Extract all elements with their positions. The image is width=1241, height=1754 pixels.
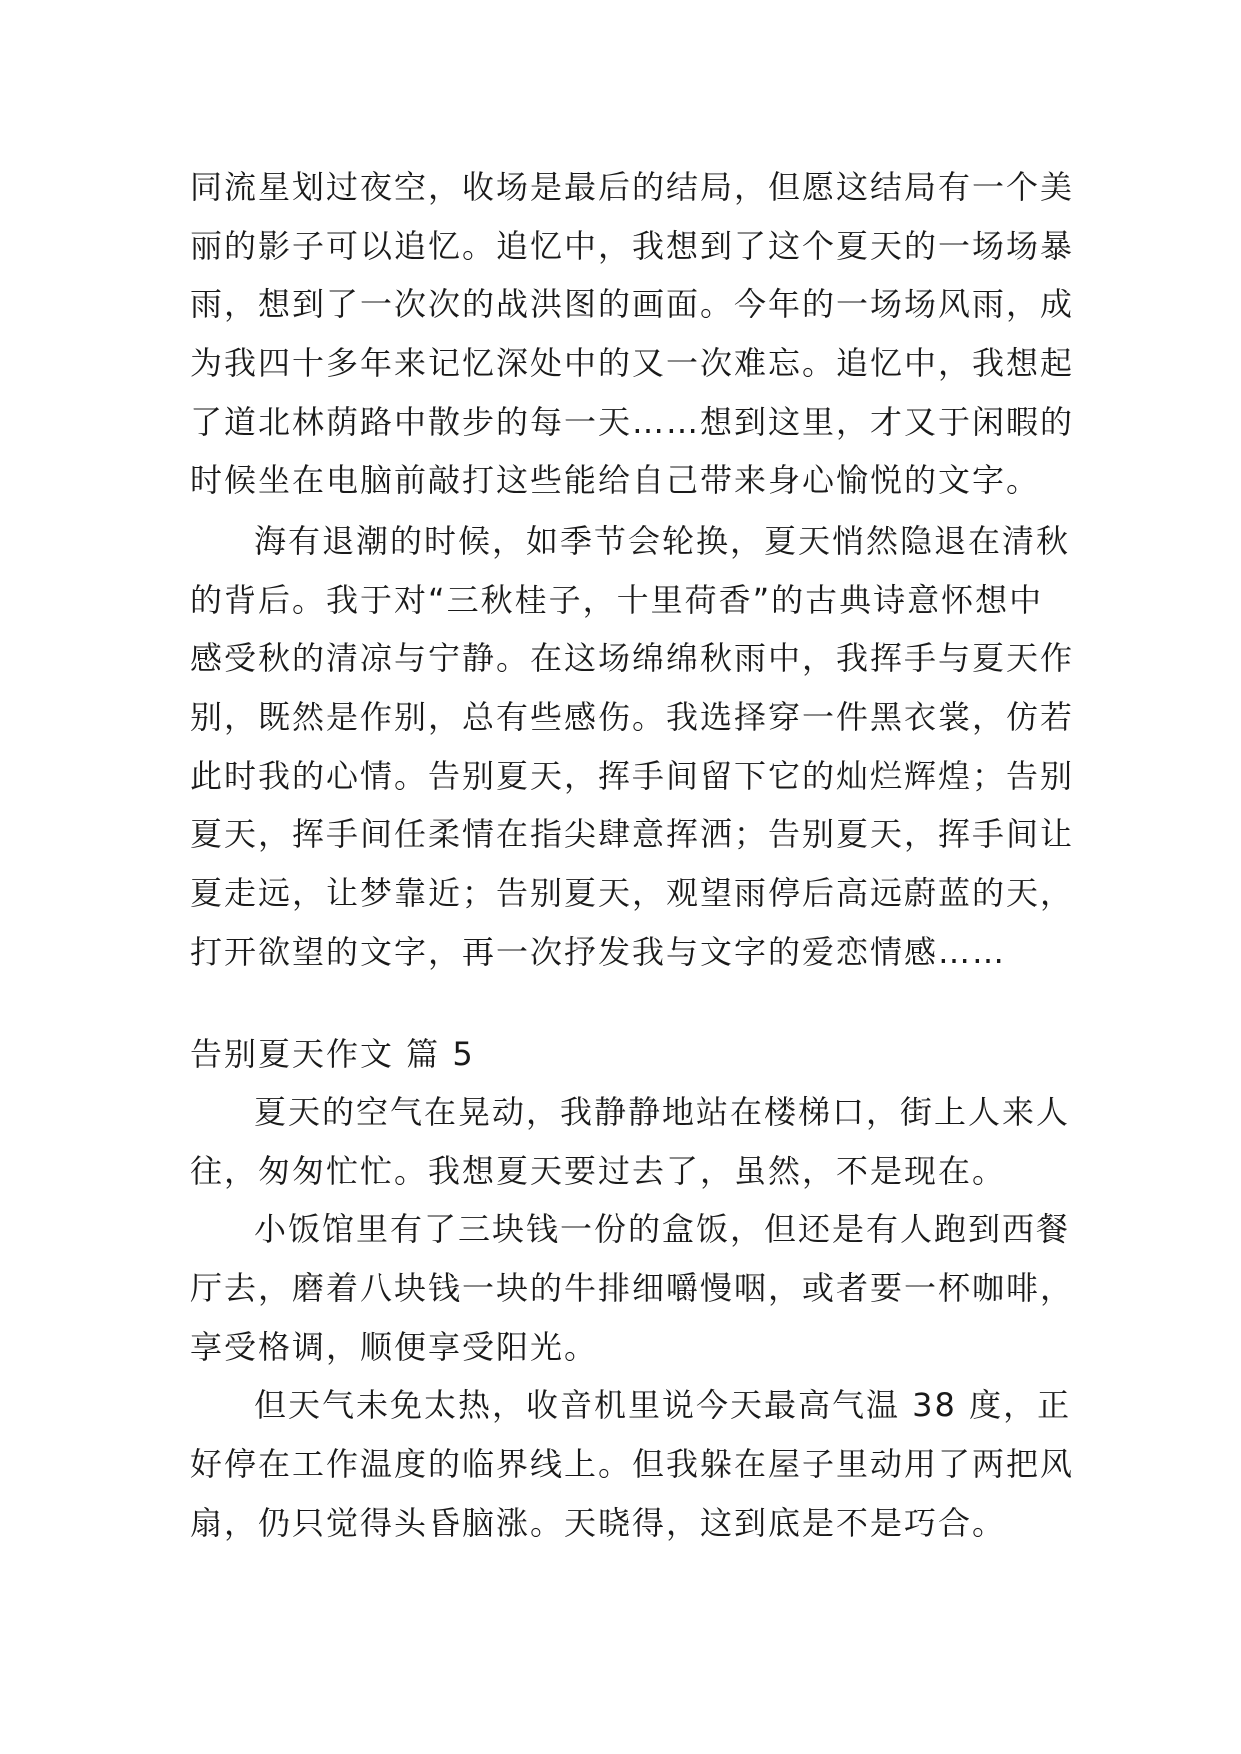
paragraph-line: 厅去，磨着八块钱一块的牛排细嚼慢咽，或者要一杯咖啡， xyxy=(190,1269,1075,1308)
paragraph-line: 小饭馆里有了三块钱一份的盒饭，但还是有人跑到西餐 xyxy=(254,1210,1071,1249)
paragraph-line: 同流星划过夜空，收场是最后的结局，但愿这结局有一个美 xyxy=(190,168,1075,206)
paragraph-line: 丽的影子可以追忆。追忆中，我想到了这个夏天的一场场暴 xyxy=(190,226,1075,265)
paragraph-farewell xyxy=(190,512,1075,982)
paragraph-line: 别，既然是作别，总有些感伤。我选择穿一件黑衣裳，仿若 xyxy=(190,698,1075,737)
paragraph-line: 感受秋的清凉与宁静。在这场绵绵秋雨中，我挥手与夏天作 xyxy=(190,639,1075,678)
paragraph-line: 雨，想到了一次次的战洪图的画面。今年的一场场风雨，成 xyxy=(190,285,1075,324)
paragraph-line: 此时我的心情。告别夏天，挥手间留下它的灿烂辉煌；告别 xyxy=(190,756,1075,795)
paragraph-line: 了道北林荫路中散步的每一天……想到这里，才又于闲暇的 xyxy=(190,402,1075,441)
section-heading: 告别夏天作文 篇 5 xyxy=(190,1035,475,1073)
paragraph-line: 时候坐在电脑前敲打这些能给自己带来身心愉悦的文字。 xyxy=(190,461,1041,500)
paragraph-line: 海有退潮的时候，如季节会轮换，夏天悄然隐退在清秋 xyxy=(254,522,1071,560)
paragraph-line: 夏天的空气在晃动，我静静地站在楼梯口，街上人来人 xyxy=(254,1093,1071,1131)
paragraph-line: 享受格调，顺便享受阳光。 xyxy=(190,1327,599,1366)
section-body xyxy=(190,1083,1075,1553)
paragraph-line: 夏天，挥手间任柔情在指尖肆意挥洒；告别夏天，挥手间让 xyxy=(190,815,1075,854)
paragraph-line: 扇，仍只觉得头昏脑涨。天晓得，这到底是不是巧合。 xyxy=(190,1503,1007,1542)
paragraph-continued xyxy=(190,158,1075,510)
paragraph-line: 的背后。我于对“三秋桂子，十里荷香”的古典诗意怀想中 xyxy=(190,580,1044,619)
paragraph-line: 夏走远，让梦靠近；告别夏天，观望雨停后高远蔚蓝的天， xyxy=(190,874,1075,913)
paragraph-line: 往，匆匆忙忙。我想夏天要过去了，虽然，不是现在。 xyxy=(190,1151,1007,1190)
paragraph-line: 打开欲望的文字，再一次抒发我与文字的爱恋情感…… xyxy=(190,932,1007,971)
paragraph-line: 但天气未免太热，收音机里说今天最高气温 38 度，正 xyxy=(254,1386,1072,1425)
paragraph-line: 为我四十多年来记忆深处中的又一次难忘。追忆中，我想起 xyxy=(190,344,1075,383)
paragraph-line: 好停在工作温度的临界线上。但我躲在屋子里动用了两把风 xyxy=(190,1445,1075,1484)
